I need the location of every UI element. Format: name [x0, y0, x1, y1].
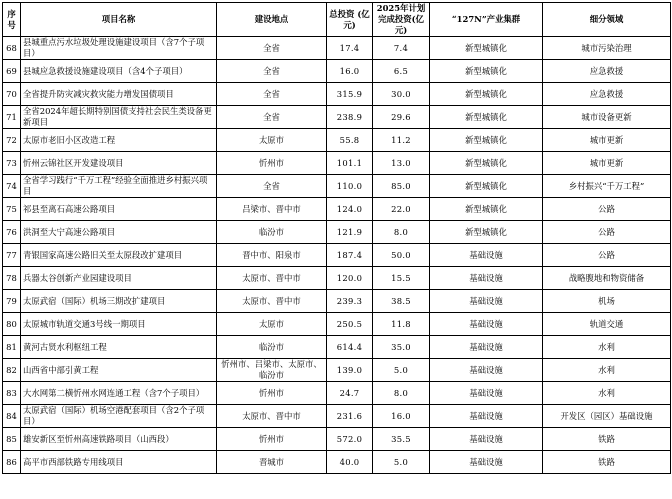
cell-field: 公路: [543, 244, 671, 267]
cell-industry-cluster: 新型城镇化: [430, 152, 543, 175]
table-row: [3, 267, 671, 290]
cell-plan-2025: 7.4: [373, 37, 430, 60]
cell-no: 77: [3, 244, 21, 267]
table-row: [3, 290, 671, 313]
cell-no: 70: [3, 83, 21, 106]
table-row: [3, 428, 671, 451]
table-row: [3, 198, 671, 221]
cell-name: 高平市西部铁路专用线项目: [21, 451, 217, 474]
cell-field: 城市更新: [543, 152, 671, 175]
cell-name: 太原城市轨道交通3号线一期项目: [21, 313, 217, 336]
header-row: [3, 3, 671, 37]
cell-plan-2025: 22.0: [373, 198, 430, 221]
cell-field: 公路: [543, 221, 671, 244]
cell-total-investment: 250.5: [327, 313, 373, 336]
cell-field: 机场: [543, 290, 671, 313]
header-total-investment: 总投资 (亿元): [327, 3, 373, 37]
cell-location: 忻州市: [217, 152, 327, 175]
cell-name: 祁县至离石高速公路项目: [21, 198, 217, 221]
cell-industry-cluster: 新型城镇化: [430, 221, 543, 244]
cell-location: 吕梁市、晋中市: [217, 198, 327, 221]
cell-name: 大水网第二横忻州水网连通工程（含7个子项目）: [21, 382, 217, 405]
header-plan-2025: 2025年计划完成投资(亿元): [373, 3, 430, 37]
cell-industry-cluster: 新型城镇化: [430, 175, 543, 198]
cell-field: 开发区（园区）基础设施: [543, 405, 671, 428]
cell-industry-cluster: 基础设施: [430, 313, 543, 336]
table-row: [3, 175, 671, 198]
cell-total-investment: 139.0: [327, 359, 373, 382]
cell-plan-2025: 5.0: [373, 451, 430, 474]
cell-no: 71: [3, 106, 21, 129]
table-row: [3, 382, 671, 405]
cell-no: 83: [3, 382, 21, 405]
table-row: [3, 60, 671, 83]
cell-no: 79: [3, 290, 21, 313]
cell-total-investment: 572.0: [327, 428, 373, 451]
cell-no: 80: [3, 313, 21, 336]
cell-no: 81: [3, 336, 21, 359]
cell-field: 水利: [543, 359, 671, 382]
cell-field: 乡村振兴“千万工程”: [543, 175, 671, 198]
cell-name: 县城应急救援设施建设项目（含4个子项目）: [21, 60, 217, 83]
cell-no: 75: [3, 198, 21, 221]
cell-industry-cluster: 新型城镇化: [430, 198, 543, 221]
cell-location: 忻州市: [217, 382, 327, 405]
cell-plan-2025: 11.2: [373, 129, 430, 152]
cell-name: 全省2024年超长期特别国债支持社会民生类设备更新项目: [21, 106, 217, 129]
cell-plan-2025: 35.0: [373, 336, 430, 359]
cell-location: 晋中市、阳泉市: [217, 244, 327, 267]
cell-total-investment: 24.7: [327, 382, 373, 405]
cell-location: 忻州市、吕梁市、太原市、临汾市: [217, 359, 327, 382]
cell-industry-cluster: 新型城镇化: [430, 37, 543, 60]
cell-name: 太原武宿（国际）机场三期改扩建项目: [21, 290, 217, 313]
cell-industry-cluster: 新型城镇化: [430, 60, 543, 83]
cell-plan-2025: 6.5: [373, 60, 430, 83]
cell-location: 太原市、晋中市: [217, 405, 327, 428]
cell-industry-cluster: 新型城镇化: [430, 83, 543, 106]
cell-field: 城市更新: [543, 129, 671, 152]
cell-no: 68: [3, 37, 21, 60]
cell-plan-2025: 8.0: [373, 221, 430, 244]
table-row: [3, 244, 671, 267]
cell-industry-cluster: 基础设施: [430, 451, 543, 474]
cell-industry-cluster: 基础设施: [430, 359, 543, 382]
cell-field: 战略腹地和物资储备: [543, 267, 671, 290]
header-field: 细分领域: [543, 3, 671, 37]
cell-name: 全省学习践行“千万工程”经验全面推进乡村振兴项目: [21, 175, 217, 198]
table-row: [3, 221, 671, 244]
table-row: [3, 106, 671, 129]
cell-location: 太原市、晋中市: [217, 267, 327, 290]
table-row: [3, 83, 671, 106]
header-name: 项目名称: [21, 3, 217, 37]
cell-total-investment: 55.8: [327, 129, 373, 152]
cell-field: 城市污染治理: [543, 37, 671, 60]
cell-industry-cluster: 基础设施: [430, 405, 543, 428]
cell-no: 82: [3, 359, 21, 382]
cell-no: 69: [3, 60, 21, 83]
project-table: [2, 2, 671, 474]
cell-location: 太原市: [217, 313, 327, 336]
cell-total-investment: 239.3: [327, 290, 373, 313]
cell-no: 84: [3, 405, 21, 428]
cell-total-investment: 17.4: [327, 37, 373, 60]
cell-field: 公路: [543, 198, 671, 221]
cell-field: 应急救援: [543, 83, 671, 106]
cell-plan-2025: 29.6: [373, 106, 430, 129]
cell-location: 太原市: [217, 129, 327, 152]
cell-name: 忻州云锦社区开发建设项目: [21, 152, 217, 175]
cell-industry-cluster: 基础设施: [430, 336, 543, 359]
cell-plan-2025: 35.5: [373, 428, 430, 451]
table-row: [3, 359, 671, 382]
cell-location: 太原市、晋中市: [217, 290, 327, 313]
cell-total-investment: 40.0: [327, 451, 373, 474]
cell-plan-2025: 16.0: [373, 405, 430, 428]
cell-name: 青银国家高速公路旧关至太原段改扩建项目: [21, 244, 217, 267]
cell-industry-cluster: 基础设施: [430, 428, 543, 451]
cell-total-investment: 121.9: [327, 221, 373, 244]
cell-industry-cluster: 基础设施: [430, 382, 543, 405]
cell-plan-2025: 8.0: [373, 382, 430, 405]
cell-name: 山西省中部引黄工程: [21, 359, 217, 382]
header-no: 序号: [3, 3, 21, 37]
cell-name: 全省提升防灾减灾救灾能力增发国债项目: [21, 83, 217, 106]
cell-field: 铁路: [543, 451, 671, 474]
cell-name: 太原市老旧小区改造工程: [21, 129, 217, 152]
cell-location: 忻州市: [217, 428, 327, 451]
cell-plan-2025: 30.0: [373, 83, 430, 106]
table-row: [3, 37, 671, 60]
cell-plan-2025: 5.0: [373, 359, 430, 382]
cell-industry-cluster: 基础设施: [430, 290, 543, 313]
table-row: [3, 152, 671, 175]
cell-plan-2025: 85.0: [373, 175, 430, 198]
cell-total-investment: 120.0: [327, 267, 373, 290]
cell-name: 雄安新区至忻州高速铁路项目（山西段）: [21, 428, 217, 451]
cell-field: 轨道交通: [543, 313, 671, 336]
cell-total-investment: 614.4: [327, 336, 373, 359]
cell-name: 黄河古贤水利枢纽工程: [21, 336, 217, 359]
cell-field: 水利: [543, 382, 671, 405]
header-industry-cluster: “127N”产业集群: [430, 3, 543, 37]
cell-industry-cluster: 基础设施: [430, 267, 543, 290]
table-row: [3, 129, 671, 152]
table-row: [3, 405, 671, 428]
cell-location: 全省: [217, 106, 327, 129]
cell-total-investment: 231.6: [327, 405, 373, 428]
cell-plan-2025: 11.8: [373, 313, 430, 336]
cell-name: 兵器太谷创新产业园建设项目: [21, 267, 217, 290]
cell-location: 晋城市: [217, 451, 327, 474]
cell-location: 临汾市: [217, 221, 327, 244]
table-row: [3, 313, 671, 336]
cell-field: 城市设备更新: [543, 106, 671, 129]
table-row: [3, 451, 671, 474]
cell-total-investment: 16.0: [327, 60, 373, 83]
cell-industry-cluster: 新型城镇化: [430, 129, 543, 152]
cell-plan-2025: 15.5: [373, 267, 430, 290]
cell-plan-2025: 13.0: [373, 152, 430, 175]
cell-plan-2025: 50.0: [373, 244, 430, 267]
cell-name: 县城重点污水垃圾处理设施建设项目（含7个子项目）: [21, 37, 217, 60]
cell-field: 水利: [543, 336, 671, 359]
cell-name: 洪洞至大宁高速公路项目: [21, 221, 217, 244]
cell-no: 72: [3, 129, 21, 152]
cell-total-investment: 101.1: [327, 152, 373, 175]
cell-no: 73: [3, 152, 21, 175]
cell-industry-cluster: 新型城镇化: [430, 106, 543, 129]
cell-total-investment: 315.9: [327, 83, 373, 106]
cell-plan-2025: 38.5: [373, 290, 430, 313]
cell-no: 78: [3, 267, 21, 290]
cell-industry-cluster: 基础设施: [430, 244, 543, 267]
table-row: [3, 336, 671, 359]
cell-no: 76: [3, 221, 21, 244]
cell-field: 铁路: [543, 428, 671, 451]
cell-location: 全省: [217, 83, 327, 106]
cell-location: 临汾市: [217, 336, 327, 359]
cell-no: 74: [3, 175, 21, 198]
cell-total-investment: 110.0: [327, 175, 373, 198]
cell-total-investment: 238.9: [327, 106, 373, 129]
cell-total-investment: 187.4: [327, 244, 373, 267]
cell-no: 85: [3, 428, 21, 451]
cell-total-investment: 124.0: [327, 198, 373, 221]
cell-no: 86: [3, 451, 21, 474]
cell-location: 全省: [217, 60, 327, 83]
cell-name: 太原武宿（国际）机场空港配套项目（含2个子项目）: [21, 405, 217, 428]
header-location: 建设地点: [217, 3, 327, 37]
cell-location: 全省: [217, 37, 327, 60]
cell-field: 应急救援: [543, 60, 671, 83]
cell-location: 全省: [217, 175, 327, 198]
